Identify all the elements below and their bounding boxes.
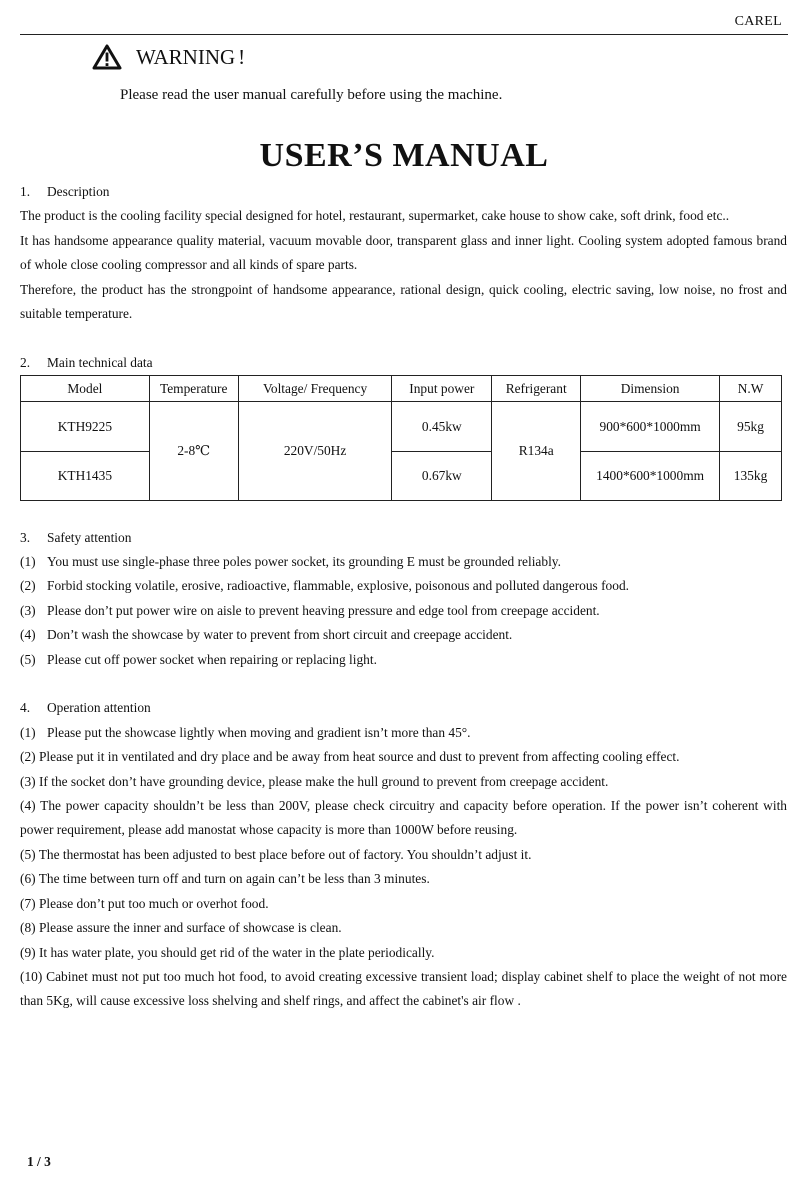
manual-content [20,180,787,1014]
item-number: (3) [20,602,36,618]
list-item: (8) Please assure the inner and surface of showcase is clean. [20,920,342,936]
item-number: (1) [20,724,36,740]
page-number: 1 / 3 [27,1154,51,1169]
description-paragraph: It has handsome appearance quality material, vacuum movable door, transparent glass and inner light. Cooling system adopted famous brand of whole close cooling compressor and all kinds of spare parts. [20,232,787,273]
column-header: Dimension [581,376,720,402]
item-number: (4) [20,627,36,643]
column-header: Refrigerant [492,376,581,402]
list-item: (9) It has water plate, you should get rid of the water in the plate periodically. [20,944,435,960]
list-item [20,550,787,574]
section-title: Main technical data [47,354,153,370]
list-item: (5) The thermostat has been adjusted to best place before out of factory. You shouldn’t adjust it. [20,846,532,862]
item-text: Please don’t put power wire on aisle to prevent heaving pressure and edge tool from creepage accident. [47,602,600,618]
list-item: (6) The time between turn off and turn on again can’t be less than 3 minutes. [20,871,430,887]
column-header: Voltage/ Frequency [238,376,392,402]
model-cell: KTH1435 [21,452,150,501]
header-rule [20,34,788,35]
section-description-heading [20,180,787,204]
section-title: Operation attention [47,700,151,716]
column-header: Input power [392,376,492,402]
voltage-cell: 220V/50Hz [238,402,392,501]
description-paragraph: Therefore, the product has the strongpoint of handsome appearance, rational design, quick cooling, electric saving, low noise, no frost and suitable temperature. [20,281,787,322]
section-title: Description [47,184,110,199]
dimension-cell: 900*600*1000mm [581,402,720,452]
column-header: Model [21,376,150,402]
item-text: Don’t wash the showcase by water to prevent from short circuit and creepage accident. [47,627,513,643]
list-item [20,599,787,623]
refrigerant-cell: R134a [492,402,581,501]
section-number: 2. [20,354,31,370]
item-number: (5) [20,651,36,667]
warning-banner [92,40,245,74]
weight-cell: 135kg [720,452,782,501]
item-number: (1) [20,554,36,570]
warning-icon [92,44,122,70]
section-number: 4. [20,700,31,716]
technical-data-table [20,375,782,501]
list-item [20,574,787,598]
item-text: Please put the showcase lightly when moving and gradient isn’t more than 45°. [47,724,471,740]
list-item [20,623,787,647]
item-text: Please cut off power socket when repairing or replacing light. [47,651,377,667]
weight-cell: 95kg [720,402,782,452]
table-header-row [21,376,782,402]
item-number: (2) [20,578,36,594]
temperature-cell: 2-8℃ [149,402,238,501]
table-row [21,452,782,501]
section-safety-heading [20,526,787,550]
column-header: N.W [720,376,782,402]
section-technical-heading [20,351,787,375]
manual-title: USER’S MANUAL [259,137,549,174]
warning-title: WARNING [136,44,236,69]
power-cell: 0.67kw [392,452,492,501]
section-number: 1. [20,184,31,199]
dimension-cell: 1400*600*1000mm [581,452,720,501]
list-item [20,648,787,672]
section-title: Safety attention [47,529,132,545]
item-text: You must use single-phase three poles power socket, its grounding E must be grounded reliably. [47,554,561,570]
table-row [21,402,782,452]
section-operation-heading [20,696,787,720]
power-cell: 0.45kw [392,402,492,452]
list-item [20,721,787,745]
item-text: Forbid stocking volatile, erosive, radioactive, flammable, explosive, poisonous and polluted dangerous food. [47,578,629,594]
section-number: 3. [20,529,31,545]
model-cell: KTH9225 [21,402,150,452]
description-paragraph: The product is the cooling facility special designed for hotel, restaurant, supermarket, cake house to show cake, soft drink, food etc.. [20,208,730,224]
list-item: (7) Please don’t put too much or overhot food. [20,895,269,911]
list-item: (3) If the socket don’t have grounding device, please make the hull ground to prevent from creepage accident. [20,773,609,789]
warning-exclaim: ! [238,44,246,69]
list-item: (4) The power capacity shouldn’t be less than 200V, please check circuitry and capacity before operation. If the power isn’t coherent with power requirement, please add manostat whose capacity is more than 1000W before reusing. [20,798,787,838]
header-brand: CAREL [734,14,782,29]
column-header: Temperature [149,376,238,402]
warning-note: Please read the user manual carefully before using the machine. [120,87,503,103]
list-item: (2) Please put it in ventilated and dry place and be away from heat source and dust to prevent from affecting cooling effect. [20,749,680,765]
list-item: (10) Cabinet must not put too much hot food, to avoid creating excessive transient load; display cabinet shelf to place the weight of not more than 5Kg, will cause excessive loss shelving and shelf rings, and affect the cabinet's air flow . [20,968,787,1009]
